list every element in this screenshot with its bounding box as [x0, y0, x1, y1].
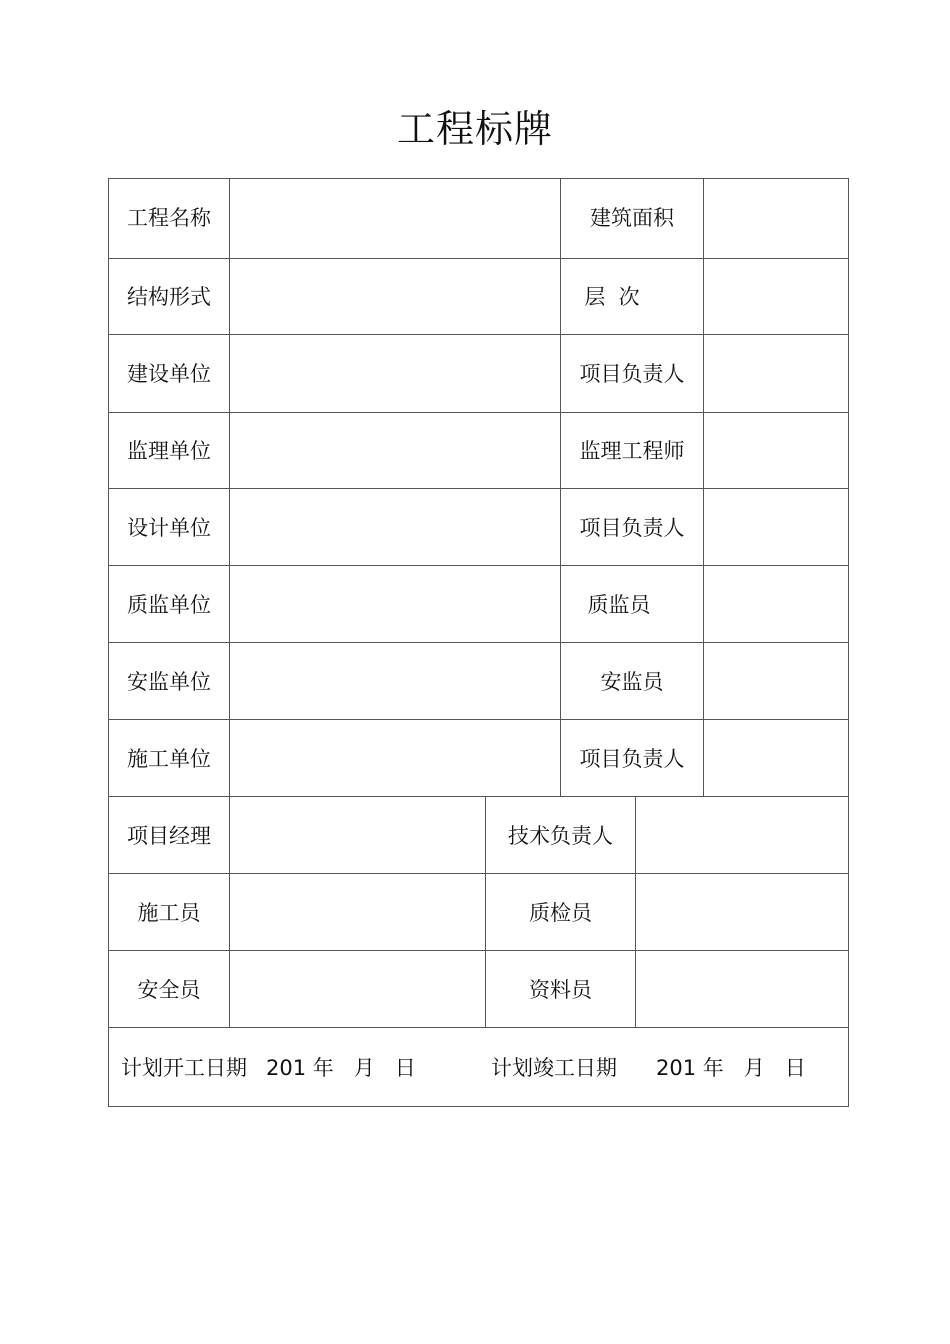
- row-divider: [108, 1027, 849, 1028]
- label-floors: 层 次: [584, 285, 640, 309]
- label-project-leader: 项目负责人: [579, 516, 685, 540]
- label-quality-checker: 质检员: [529, 901, 592, 925]
- label-supervising-engineer: 监理工程师: [579, 439, 685, 463]
- label-constructor: 施工员: [137, 901, 201, 925]
- row-divider: [108, 642, 849, 643]
- column-divider: [703, 178, 704, 796]
- label-quality-supervision-unit: 质监单位: [127, 593, 211, 617]
- planned-start-label: 计划开工日期: [121, 1056, 247, 1080]
- row-divider: [108, 258, 849, 259]
- page-title: 工程标牌: [396, 107, 553, 151]
- label-document-clerk: 资料员: [529, 978, 592, 1002]
- label-building-area: 建筑面积: [590, 206, 674, 230]
- planned-end-label: 计划竣工日期: [491, 1056, 617, 1080]
- column-divider: [229, 178, 230, 1027]
- label-project-leader: 项目负责人: [579, 362, 685, 386]
- label-project-name: 工程名称: [127, 206, 211, 230]
- label-construction-unit: 建设单位: [127, 362, 211, 386]
- row-divider: [108, 796, 849, 797]
- row-divider: [108, 719, 849, 720]
- label-quality-inspector: 质监员: [587, 593, 651, 617]
- row-divider: [108, 412, 849, 413]
- planned-start-value: 201 年 月 日: [266, 1056, 416, 1080]
- row-divider: [108, 873, 849, 874]
- column-divider: [560, 178, 561, 796]
- label-project-manager: 项目经理: [127, 824, 211, 848]
- row-divider: [108, 488, 849, 489]
- row-divider: [108, 334, 849, 335]
- label-design-unit: 设计单位: [127, 516, 211, 540]
- label-project-leader: 项目负责人: [579, 747, 685, 771]
- label-builder-unit: 施工单位: [127, 747, 211, 771]
- planned-end-value: 201 年 月 日: [656, 1056, 806, 1080]
- label-safety-inspector: 安监员: [600, 670, 664, 694]
- row-divider: [108, 565, 849, 566]
- column-divider: [635, 796, 636, 1027]
- row-divider: [108, 950, 849, 951]
- label-supervision-unit: 监理单位: [127, 439, 211, 463]
- label-technical-leader: 技术负责人: [508, 824, 613, 848]
- label-structure-type: 结构形式: [127, 285, 211, 309]
- label-safety-officer: 安全员: [137, 978, 201, 1002]
- label-safety-supervision-unit: 安监单位: [127, 670, 211, 694]
